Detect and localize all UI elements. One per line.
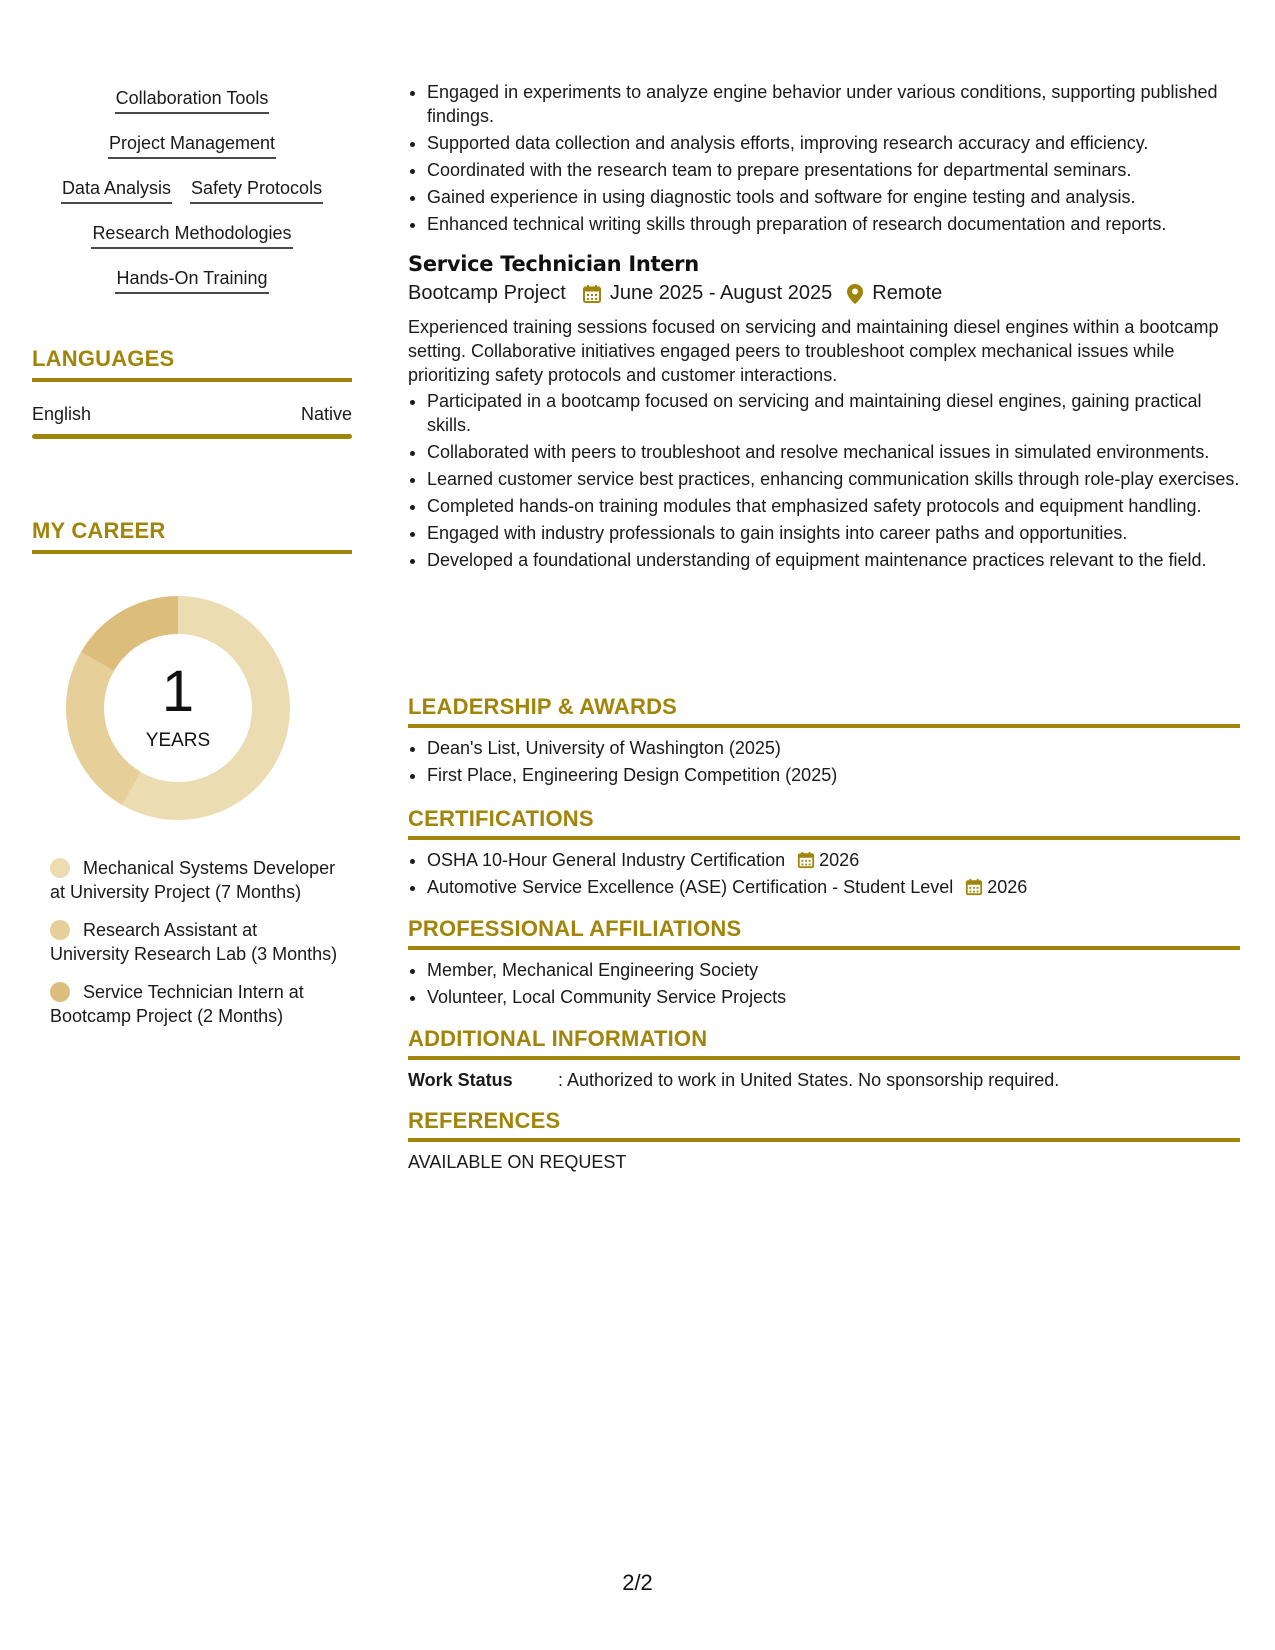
job-bullets	[408, 389, 1240, 572]
career-legend-item	[50, 918, 340, 966]
bullet-item: • Developed a foundational understanding of equipment maintenance practices relevant to the field.	[427, 548, 1240, 572]
experience-continued	[408, 80, 1240, 239]
skills-row	[32, 131, 352, 176]
certification-year: 2026	[987, 877, 1028, 897]
job-title: Service Technician Intern	[408, 252, 699, 276]
affiliations-section	[408, 916, 1240, 1012]
career-legend-item	[50, 980, 340, 1028]
references-heading: REFERENCES	[408, 1108, 1240, 1142]
certifications-section	[408, 806, 1240, 902]
job-entry	[408, 252, 1240, 575]
career-total-unit: YEARS	[145, 730, 211, 751]
bullet-item: • Volunteer, Local Community Service Projects	[427, 985, 1240, 1009]
leadership-heading: LEADERSHIP & AWARDS	[408, 694, 1240, 728]
bullet-item: • Learned customer service best practices, enhancing communication skills through role-play exercises.	[427, 467, 1240, 491]
bullet-item: • Dean's List, University of Washington (2025)	[427, 736, 1240, 760]
leadership-list	[408, 736, 1240, 787]
additional-info-heading: ADDITIONAL INFORMATION	[408, 1026, 1240, 1060]
languages-heading: LANGUAGES	[32, 346, 352, 382]
calendar-icon	[965, 878, 983, 896]
affiliations-list	[408, 958, 1240, 1009]
certification-year: 2026	[819, 850, 860, 870]
skill-tag: Hands-On Training	[115, 266, 268, 294]
job-company: Bootcamp Project	[408, 282, 566, 304]
language-row	[32, 404, 352, 425]
references-section	[408, 1108, 1240, 1173]
bullet-item: • Engaged in experiments to analyze engine behavior under various conditions, supporting published findings.	[427, 80, 1240, 128]
legend-label: Mechanical Systems Developer at University Project (7 Months)	[50, 858, 336, 902]
certifications-heading: CERTIFICATIONS	[408, 806, 1240, 840]
skills-row	[32, 86, 352, 131]
job-dates: June 2025 - August 2025	[609, 282, 833, 304]
map-pin-icon	[846, 283, 864, 305]
calendar-icon	[797, 851, 815, 869]
job-description: Experienced training sessions focused on servicing and maintaining diesel engines within a bootcamp setting. Collaborative initiatives engaged peers to troubleshoot complex mechanical issues while prioritizing safety protocols and customer interactions.	[408, 317, 1219, 385]
legend-label: Service Technician Intern at Bootcamp Project (2 Months)	[50, 982, 304, 1026]
skill-tag: Collaboration Tools	[115, 86, 270, 114]
skill-tag: Safety Protocols	[190, 176, 323, 204]
leadership-section	[408, 694, 1240, 790]
bullet-item: • Enhanced technical writing skills through preparation of research documentation and reports.	[427, 212, 1240, 236]
certification-name: • Automotive Service Excellence (ASE) Certification - Student Level	[427, 877, 954, 897]
career-heading: MY CAREER	[32, 518, 352, 554]
bullet-item: • Collaborated with peers to troubleshoot and resolve mechanical issues in simulated environments.	[427, 440, 1240, 464]
skills-row	[32, 266, 352, 311]
legend-dot	[50, 982, 70, 1002]
bullet-item: • Engaged with industry professionals to gain insights into career paths and opportunities.	[427, 521, 1240, 545]
bullet-item: • Gained experience in using diagnostic tools and software for engine testing and analysis.	[427, 185, 1240, 209]
references-text: AVAILABLE ON REQUEST	[408, 1152, 627, 1172]
skills-row	[32, 176, 352, 221]
work-status-value: : Authorized to work in United States. No sponsorship required.	[558, 1070, 1060, 1090]
bullet-item: • Member, Mechanical Engineering Society	[427, 958, 1240, 982]
bullet-item: • Coordinated with the research team to prepare presentations for departmental seminars.	[427, 158, 1240, 182]
skills-list	[32, 86, 352, 311]
bullet-item: • Participated in a bootcamp focused on servicing and maintaining diesel engines, gaining practical skills.	[427, 389, 1240, 437]
skill-tag: Research Methodologies	[91, 221, 292, 249]
certification-item	[427, 875, 1240, 899]
work-status-row	[408, 1068, 1240, 1092]
language-level: Native	[300, 404, 352, 424]
skill-tag: Data Analysis	[61, 176, 172, 204]
job-location: Remote	[872, 282, 943, 304]
language-level-bar	[32, 434, 352, 439]
page-number: 2/2	[622, 1570, 653, 1595]
certification-item	[427, 848, 1240, 872]
bullet-item: • Completed hands-on training modules that emphasized safety protocols and equipment handling.	[427, 494, 1240, 518]
work-status-label: Work Status	[408, 1070, 513, 1090]
job-meta	[408, 282, 1240, 305]
career-legend	[50, 856, 340, 1042]
career-legend-item	[50, 856, 340, 904]
certifications-list	[408, 848, 1240, 899]
language-name: English	[32, 404, 92, 424]
legend-label: Research Assistant at University Research Lab (3 Months)	[50, 920, 338, 964]
career-total-number: 1	[161, 659, 195, 724]
calendar-icon	[582, 284, 602, 304]
legend-dot	[50, 920, 70, 940]
experience-bullets	[408, 80, 1240, 236]
bullet-item: • Supported data collection and analysis efforts, improving research accuracy and efficiency.	[427, 131, 1240, 155]
legend-dot	[50, 858, 70, 878]
skills-row	[32, 221, 352, 266]
bullet-item: • First Place, Engineering Design Competition (2025)	[427, 763, 1240, 787]
additional-info-section	[408, 1026, 1240, 1092]
certification-name: • OSHA 10-Hour General Industry Certification	[427, 850, 786, 870]
affiliations-heading: PROFESSIONAL AFFILIATIONS	[408, 916, 1240, 950]
skill-tag: Project Management	[108, 131, 276, 159]
